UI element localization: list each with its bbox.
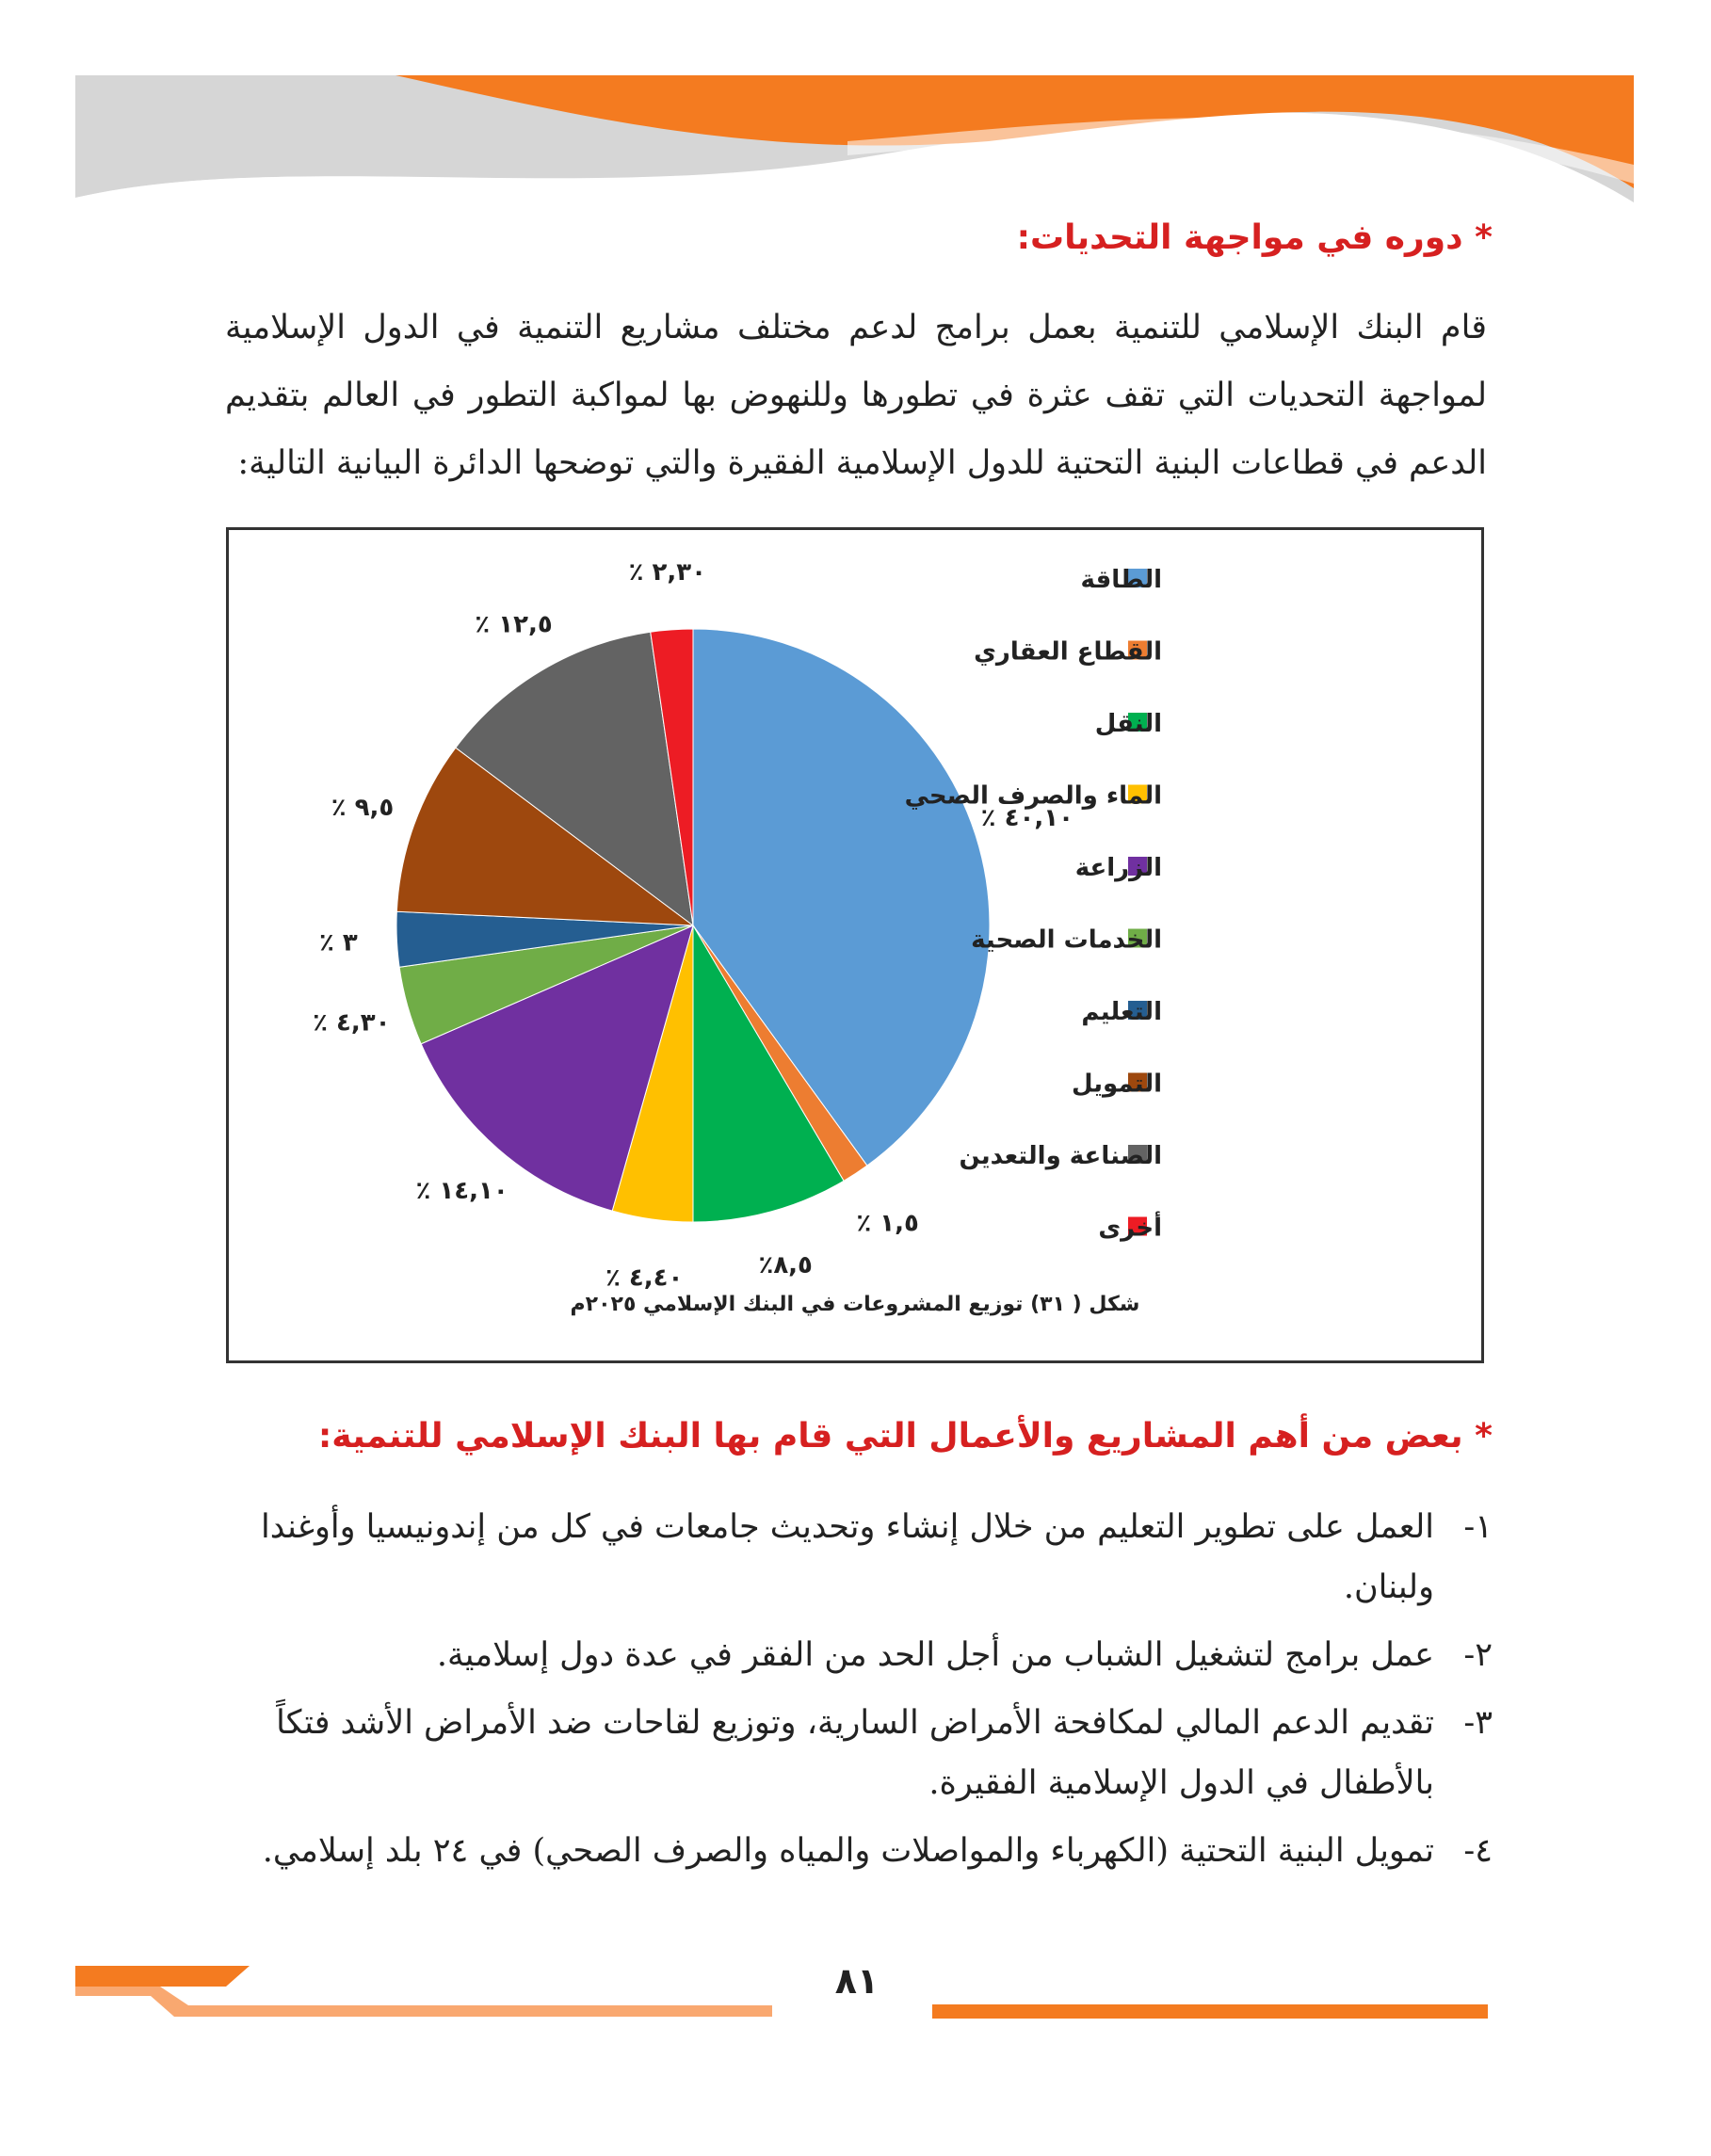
slice-label: ٪ ١٤,١٠: [415, 1176, 508, 1205]
slice-label: ٪ ٤,٤٠: [605, 1263, 684, 1293]
legend-label: الماء والصرف الصحي: [904, 781, 1162, 811]
slice-label: ٪ ٤,٣٠: [313, 1008, 391, 1038]
list-item: [212, 1497, 1493, 1617]
section1-heading: * دوره في مواجهة التحديات:: [1016, 218, 1493, 257]
slice-label: ٪ ١٢,٥: [475, 610, 553, 639]
legend-label: الزراعة: [1074, 854, 1162, 882]
item-number: ١-: [1463, 1508, 1493, 1546]
item-number: ٣-: [1463, 1704, 1493, 1742]
list-item: [212, 1625, 1493, 1685]
section2-heading: * بعض من أهم المشاريع والأعمال التي قام بها البنك الإسلامي للتنمية:: [317, 1417, 1493, 1456]
slice-label: ٪ ٩,٥: [331, 793, 395, 822]
pie-chart: [229, 530, 1481, 1360]
item-text: العمل على تطوير التعليم من خلال إنشاء وتحديث جامعات في كل من إندونيسيا وأوغندا ولبنان.: [260, 1508, 1434, 1606]
legend-label: القطاع العقاري: [974, 637, 1162, 667]
item-text: عمل برامج لتشغيل الشباب من أجل الحد من الفقر في عدة دول إسلامية.: [436, 1636, 1434, 1674]
slice-label: ٪ ١,٥: [856, 1209, 919, 1238]
chart-figure: [226, 527, 1484, 1363]
item-number: ٤-: [1463, 1832, 1493, 1870]
item-text: تقديم الدعم المالي لمكافحة الأمراض السارية، وتوزيع لقاحات ضد الأمراض الأشد فتكاً بالأطفال في الدول الإسلامية الفقيرة.: [276, 1704, 1434, 1802]
header-banner: [0, 0, 1711, 226]
slice-label: ٪ ٣: [319, 928, 358, 957]
chart-caption: شكل ( ٣١) توزيع المشروعات في البنك الإسلامي ٢٠٢٥م: [570, 1293, 1140, 1316]
projects-list: [212, 1497, 1493, 1889]
list-item: [212, 1693, 1493, 1813]
intro-paragraph: قام البنك الإسلامي للتنمية بعمل برامج لدعم مختلف مشاريع التنمية في الدول الإسلامية لمواجهة التحديات التي تقف عثرة في تطورها وللنهوض بها لمواكبة التطور في العالم بتقديم الدعم في قطاعات البنية التحتية للدول الإسلامية الفقيرة والتي توضحها الدائرة البيانية التالية:: [225, 309, 1487, 482]
slice-label: ٪ ٤٠,١٠: [980, 804, 1073, 832]
legend-label: التعليم: [1081, 998, 1162, 1026]
slice-label: ٪ ٢,٣٠: [628, 558, 707, 587]
legend-label: الخدمات الصحية: [971, 925, 1162, 955]
list-item: [212, 1821, 1493, 1881]
item-text: تمويل البنية التحتية (الكهرباء والمواصلات والمياه والصرف الصحي) في ٢٤ بلد إسلامي.: [262, 1832, 1434, 1870]
page-number: ٨١: [834, 1960, 880, 2002]
legend-label: الصناعة والتعدين: [959, 1142, 1162, 1170]
legend-label: الطاقة: [1080, 566, 1162, 594]
legend-label: التمويل: [1072, 1070, 1162, 1099]
legend-label: أخرى: [1098, 1214, 1162, 1243]
item-number: ٢-: [1463, 1636, 1493, 1674]
legend-label: النقل: [1094, 710, 1162, 738]
slice-label: ٪٨,٥: [758, 1250, 813, 1279]
